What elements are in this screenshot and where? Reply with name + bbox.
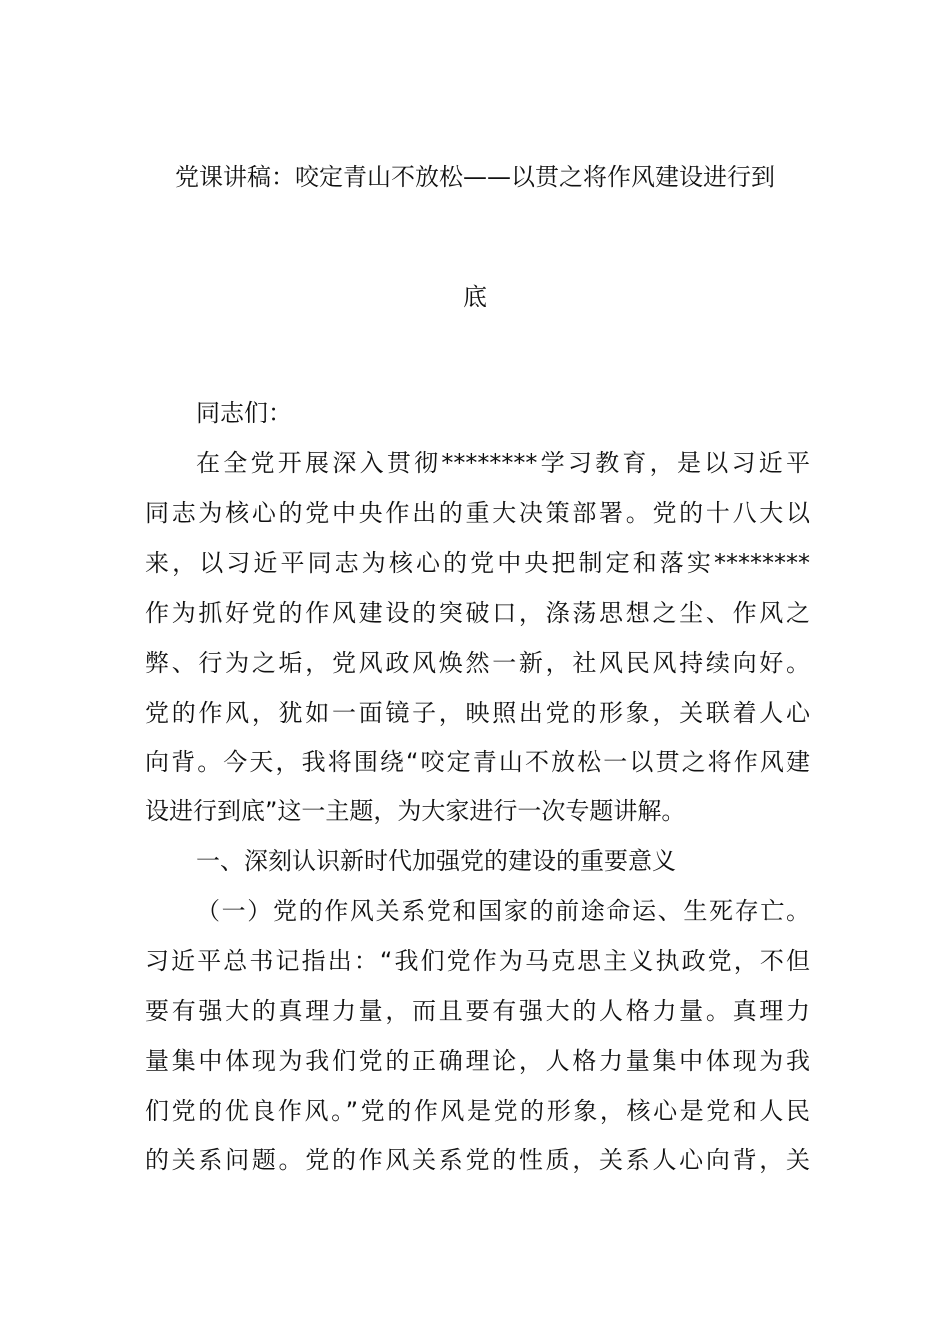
subsection-line: 们党的优良作风。”党的作风是党的形象，核心是党和人民 [145,1097,810,1125]
document-title-line-2: 底 [463,283,487,311]
section-heading: 一、深刻认识新时代加强党的建设的重要意义 [196,847,676,875]
paragraph-line: 党的作风，犹如一面镜子，映照出党的形象，关联着人心 [145,699,810,727]
paragraph-line: 来，以习近平同志为核心的党中央把制定和落实******** [145,549,810,577]
subsection-line: 要有强大的真理力量，而且要有强大的人格力量。真理力 [145,997,810,1025]
paragraph-line: 在全党开展深入贯彻********学习教育，是以习近平 [196,449,810,477]
document-title-line-1: 党课讲稿：咬定青山不放松——以贯之将作风建设进行到 [175,163,775,191]
salutation: 同志们： [196,399,292,427]
paragraph-line: 同志为核心的党中央作出的重大决策部署。党的十八大以 [145,499,810,527]
paragraph-line: 设进行到底”这一主题，为大家进行一次专题讲解。 [145,797,686,825]
subsection-line: （一）党的作风关系党和国家的前途命运、生死存亡。 [196,897,810,925]
subsection-line: 习近平总书记指出：“我们党作为马克思主义执政党，不但 [145,947,810,975]
subsection-line: 量集中体现为我们党的正确理论，人格力量集中体现为我 [145,1047,810,1075]
paragraph-line: 作为抓好党的作风建设的突破口，涤荡思想之尘、作风之 [145,599,810,627]
subsection-line: 的关系问题。党的作风关系党的性质，关系人心向背，关 [145,1146,810,1174]
paragraph-line: 向背。今天，我将围绕“咬定青山不放松一以贯之将作风建 [145,748,810,776]
paragraph-line: 弊、行为之垢，党风政风焕然一新，社风民风持续向好。 [145,649,810,677]
